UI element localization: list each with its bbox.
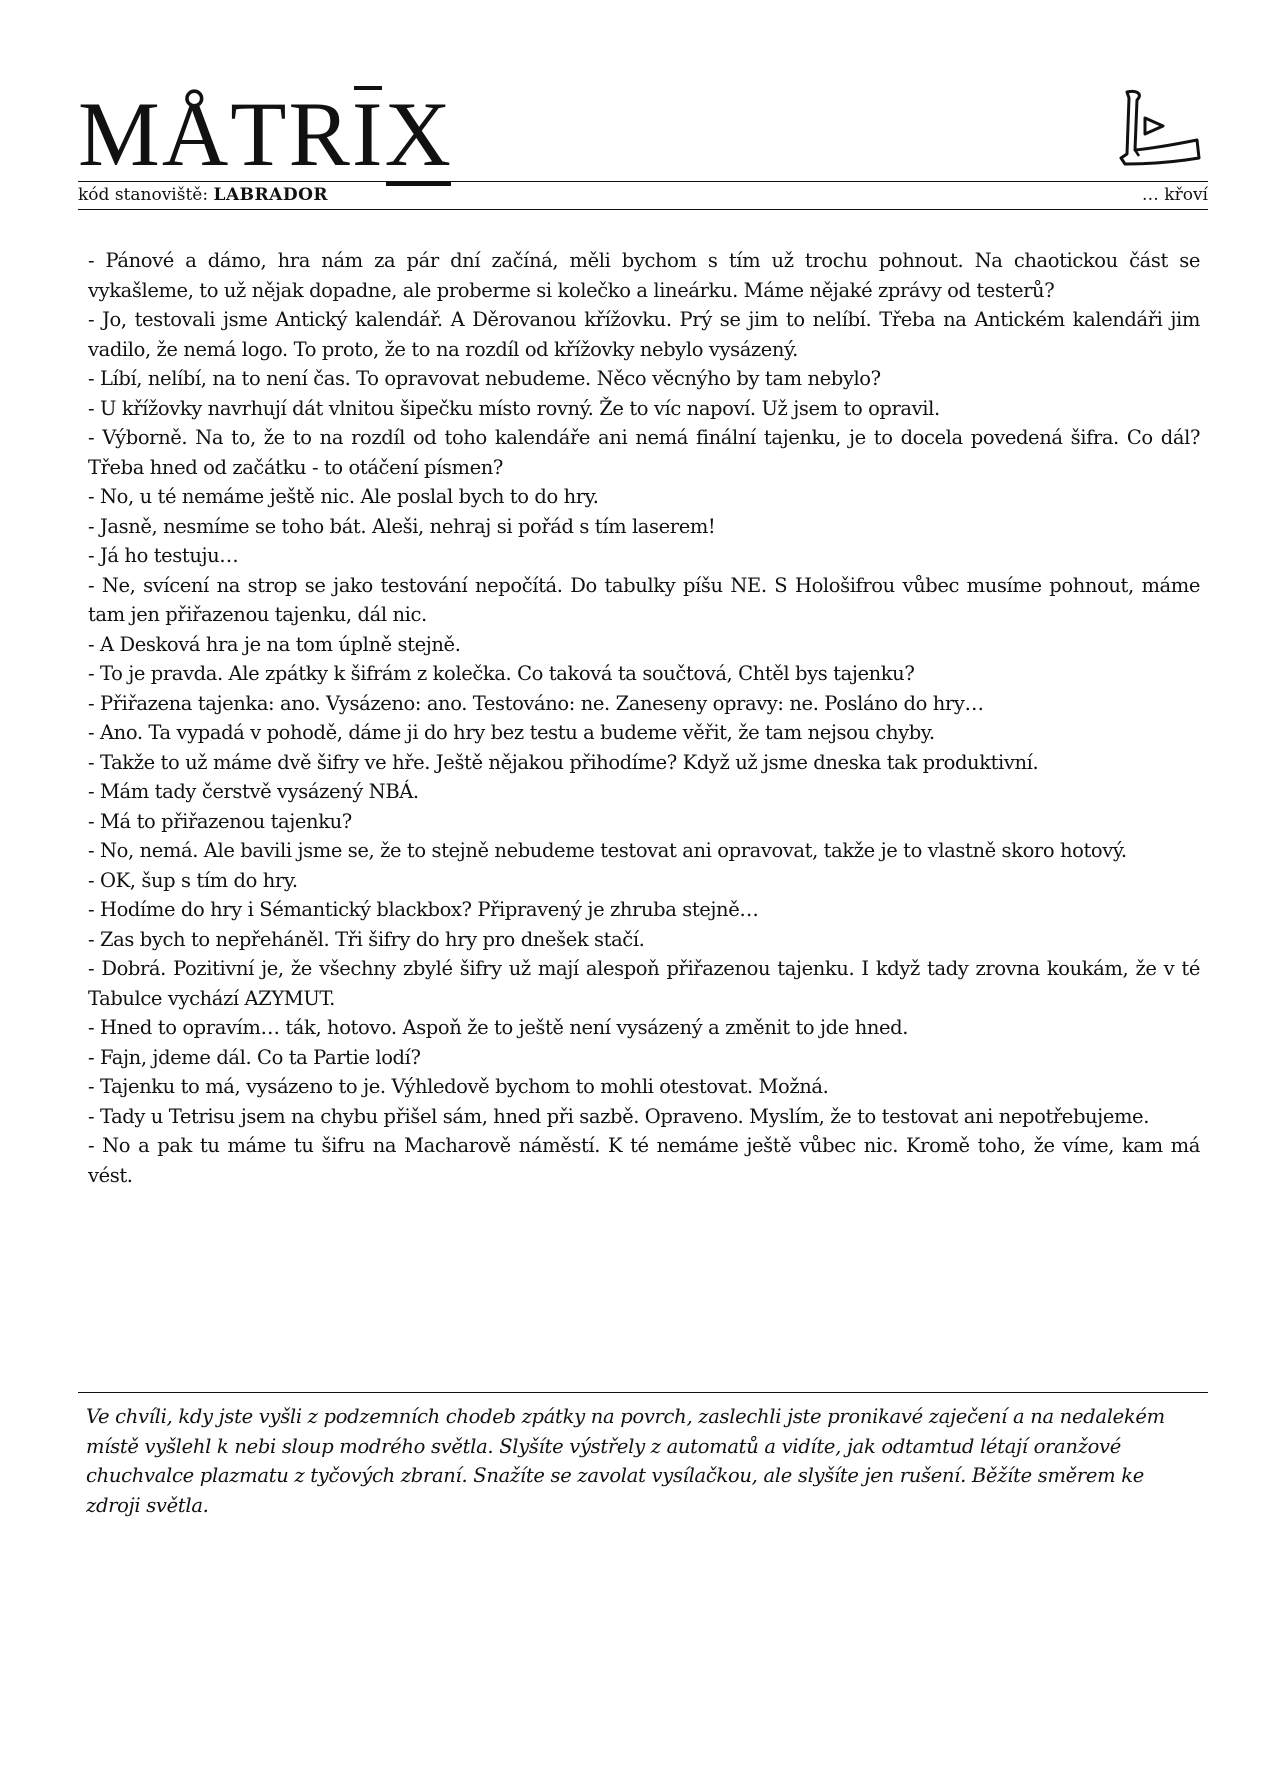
dialogue-line: - Ne, svícení na strop se jako testování nepočítá. Do tabulky píšu NE. S Hološifrou vůbec musíme pohnout, máme tam jen přiřazenou tajenku, dál nic.: [88, 573, 1200, 626]
dialogue-line: - No a pak tu máme tu šifru na Macharově náměstí. K té nemáme ještě vůbec nic. Kromě toho, že víme, kam má vést.: [88, 1134, 1200, 1187]
station-code-label: kód stanoviště:: [78, 185, 214, 205]
header-bottom-rule: [78, 209, 1208, 210]
dialogue-line: - Má to přiřazenou tajenku?: [88, 809, 352, 833]
logo-letter: M: [78, 83, 162, 185]
dialogue-line: - Jo, testovali jsme Antický kalendář. A Děrovanou křížovku. Prý se jim to nelíbí. Třeba na Antickém kalendáři jim vadilo, že nemá logo. To proto, že to na rozdíl od křížovky nebylo vysázený.: [88, 308, 1200, 361]
dialogue-line: - Takže to už máme dvě šifry ve hře. Ještě nějakou přihodíme? Když už jsme dneska tak produktivní.: [88, 750, 1039, 774]
dialogue-line: - Líbí, nelíbí, na to není čas. To opravovat nebudeme. Něco věcnýho by tam nebylo?: [88, 367, 881, 390]
dialogue-line: - Hned to opravím… ták, hotovo. Aspoň že to ještě není vysázený a změnit to jde hned.: [88, 1016, 909, 1039]
dialogue-line: - Hodíme do hry i Sémantický blackbox? Připravený je zhruba stejně…: [88, 898, 759, 921]
dialogue-line: - Ano. Ta vypadá v pohodě, dáme ji do hry bez testu a budeme věřit, že tam nejsou chyby.: [88, 721, 935, 744]
dialogue-line: - A Desková hra je na tom úplně stejně.: [88, 632, 461, 656]
dialogue-line: - OK, šup s tím do hry.: [88, 868, 298, 892]
header-info: [78, 184, 1208, 206]
logo-letter: R: [288, 83, 352, 185]
dialogue-line: - To je pravda. Ale zpátky k šifrám z kolečka. Co taková ta součtová, Chtěl bys tajenku?: [88, 662, 915, 685]
dialogue-line: - Dobrá. Pozitivní je, že všechny zbylé šifry už mají alespoň přiřazenou tajenku. I když tady zrovna koukám, že v té Tabulce vychází AZYMUT.: [88, 957, 1200, 1010]
dialogue-line: - Jasně, nesmíme se toho bát. Aleši, nehraj si pořád s tím laserem!: [88, 514, 716, 538]
dialogue-text: [88, 246, 1200, 1190]
dialogue-line: - U křížovky navrhují dát vlnitou šipečku místo rovný. Že to víc napoví. Už jsem to opravil.: [88, 396, 940, 420]
station-code-value: LABRADOR: [213, 185, 329, 205]
dialogue-line: - Fajn, jdeme dál. Co ta Partie lodí?: [88, 1045, 421, 1069]
dialogue-line: - Zas bych to nepřeháněl. Tři šifry do hry pro dnešek stačí.: [88, 927, 645, 951]
logo-letter: I: [351, 83, 385, 185]
logo-letter: X: [384, 83, 453, 185]
narration-rule: [78, 1392, 1208, 1393]
narration-text: [86, 1402, 1202, 1520]
narration-paragraph: Ve chvíli, kdy jste vyšli z podzemních chodeb zpátky na povrch, zaslechli jste pronikavé zaječení a na nedalekém místě vyšlehl k nebi sloup modrého světla. Slyšíte výstřely z automatů a vidíte, jak odtamtud létají oranžové chuchvalce plazmatu z tyčových zbraní. Snažíte se zavolat vysílačkou, ale slyšíte jen rušení. Běžíte směrem ke zdroji světla.: [86, 1405, 1165, 1517]
corner-mark-icon: [1115, 88, 1205, 168]
matrix-logo: [78, 83, 453, 185]
logo-letter: T: [230, 83, 289, 185]
dialogue-line: - Pánové a dámo, hra nám za pár dní začíná, měli bychom s tím už trochu pohnout. Na chaotickou část se vykašleme, to už nějak dopadne, ale proberme si kolečko a lineárku. Máme nějaké zprávy od testerů?: [88, 249, 1200, 302]
dialogue-line: - No, nemá. Ale bavili jsme se, že to stejně nebudeme testovat ani opravovat, takže je to vlastně skoro hotový.: [88, 839, 1127, 862]
station-code: [78, 184, 328, 206]
dialogue-line: - Já ho testuju…: [88, 544, 239, 567]
station-place: … křoví: [1141, 185, 1208, 205]
header-top-rule: [78, 181, 1208, 182]
dialogue-line: - Přiřazena tajenka: ano. Vysázeno: ano. Testováno: ne. Zaneseny opravy: ne. Posláno do hry…: [88, 691, 984, 715]
dialogue-line: - Mám tady čerstvě vysázený NBÁ.: [88, 780, 419, 803]
dialogue-line: - No, u té nemáme ještě nic. Ale poslal bych to do hry.: [88, 485, 599, 508]
dialogue-line: - Tady u Tetrisu jsem na chybu přišel sám, hned při sazbě. Opraveno. Myslím, že to testovat ani nepotřebujeme.: [88, 1104, 1149, 1128]
logo-letter: Å: [161, 83, 231, 185]
dialogue-line: - Tajenku to má, vysázeno to je. Výhledově bychom to mohli otestovat. Možná.: [88, 1075, 829, 1098]
dialogue-line: - Výborně. Na to, že to na rozdíl od toho kalendáře ani nemá finální tajenku, je to docela povedená šifra. Co dál? Třeba hned od začátku - to otáčení písmen?: [88, 426, 1200, 479]
